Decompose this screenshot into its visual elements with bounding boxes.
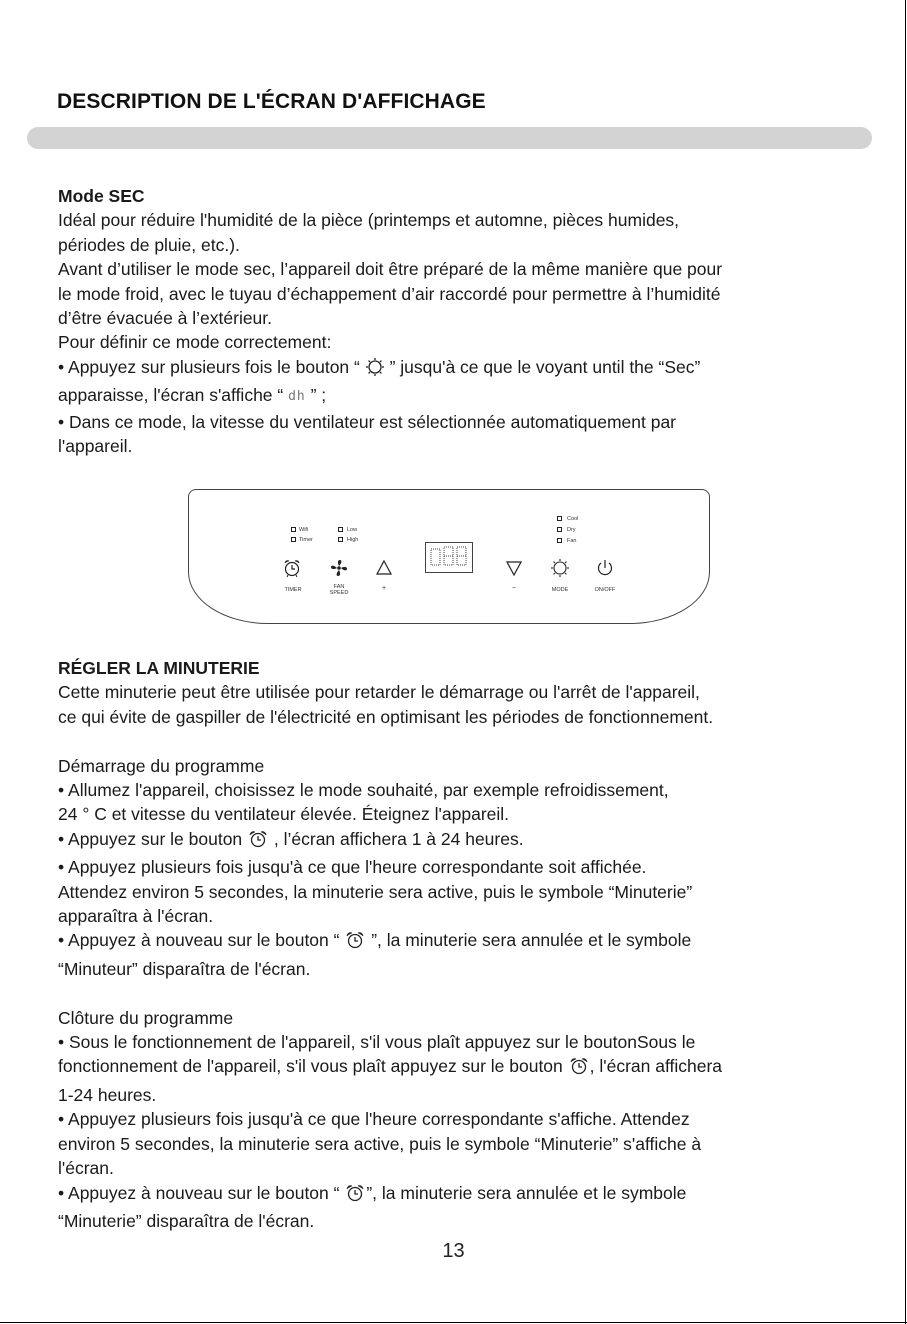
dry-mode-heading: Mode SEC: [58, 186, 145, 206]
spacer: [58, 981, 858, 1005]
spacer: [58, 729, 858, 753]
timer-heading: RÉGLER LA MINUTERIE: [58, 658, 260, 678]
text-span: • Appuyez sur le bouton: [58, 828, 248, 849]
paragraph-line: Avant d’utiliser le mode sec, l’appareil doit être préparé de la même manière que pour: [58, 259, 723, 280]
lcd-display-code: dh: [288, 389, 306, 405]
alarm-clock-icon: [247, 829, 269, 855]
paragraph-line: Idéal pour réduire l'humidité de la pièce (printemps et automne, pièces humides,: [58, 210, 680, 231]
text-span: ”, la minuterie sera annulée et le symbole: [366, 1182, 687, 1203]
paragraph-line: l'appareil.: [58, 436, 133, 457]
bullet-line: • Appuyez plusieurs fois jusqu'à ce que l'heure correspondante soit affichée.: [58, 857, 647, 878]
bullet-line: [58, 383, 858, 409]
text-span: • Appuyez à nouveau sur le bouton “: [58, 930, 345, 951]
down-triangle-icon[interactable]: [505, 559, 523, 582]
page-border-bottom: [0, 1322, 907, 1323]
on-off-label: ON/OFF: [594, 587, 616, 593]
page-border-right: [905, 0, 906, 1324]
indicator-low: [338, 527, 343, 532]
bullet-line: [58, 827, 858, 855]
timer-button-label: TIMER: [284, 587, 302, 593]
paragraph-line: Attendez environ 5 secondes, la minuterie sera active, puis le symbole “Minuterie”: [58, 881, 693, 902]
label-dry: Dry: [567, 527, 576, 533]
bullet-line: • Sous le fonctionnement de l'appareil, s'il vous plaît appuyez sur le boutonSous le: [58, 1032, 696, 1053]
paragraph-line: [58, 1054, 858, 1082]
alarm-clock-icon: [568, 1056, 590, 1082]
bullet-line: • Appuyez plusieurs fois jusqu'à ce que l'heure correspondante s'affiche. Attendez: [58, 1109, 690, 1130]
text-span: • Appuyez sur plusieurs fois le bouton “: [58, 356, 365, 377]
fan-speed-label: [324, 584, 354, 596]
label-wifi: Wifi: [299, 527, 309, 533]
indicator-dry: [557, 527, 562, 532]
fan-speed-icon[interactable]: [329, 558, 349, 583]
paragraph-line: 1-24 heures.: [58, 1084, 157, 1105]
paragraph-line: Cette minuterie peut être utilisée pour retarder le démarrage ou l'arrêt de l'appareil,: [58, 682, 700, 703]
up-triangle-icon[interactable]: [375, 559, 393, 582]
label-cool: Cool: [567, 516, 579, 522]
timer-alarm-clock-icon[interactable]: [282, 558, 302, 583]
mode-label: MODE: [551, 587, 569, 593]
paragraph-line: ce qui évite de gaspiller de l'électricité en optimisant les périodes de fonctionnement.: [58, 706, 714, 727]
bullet-line: • Dans ce mode, la vitesse du ventilateur est sélectionnée automatiquement par: [58, 411, 677, 432]
start-program-heading: Démarrage du programme: [58, 755, 265, 776]
minus-label: −: [511, 585, 517, 592]
paragraph-line: environ 5 secondes, la minuterie sera active, puis le symbole “Minuterie” s'affiche à: [58, 1133, 702, 1154]
timer-section: [58, 656, 858, 1233]
text-span: apparaisse, l'écran s'affiche “: [58, 385, 289, 406]
label-line: FAN: [333, 584, 345, 590]
bullet-line: [58, 355, 858, 383]
mode-sun-icon[interactable]: [550, 558, 570, 583]
indicator-cool: [557, 516, 562, 521]
title-divider-bar: [27, 127, 872, 149]
indicator-high: [338, 537, 343, 542]
paragraph-line: apparaîtra à l'écran.: [58, 906, 214, 927]
text-span: • Appuyez à nouveau sur le bouton “: [58, 1182, 345, 1203]
paragraph-line: le mode froid, avec le tuyau d’échappement d’air raccordé pour permettre à l’humidité: [58, 283, 721, 304]
bullet-line: [58, 928, 858, 956]
control-panel-illustration: [188, 489, 710, 624]
paragraph-line: 24 ° C et vitesse du ventilateur élevée. Éteignez l'appareil.: [58, 804, 510, 825]
paragraph-line: l'écran.: [58, 1158, 114, 1179]
label-fan: Fan: [567, 538, 577, 544]
label-line: SPEED: [329, 590, 349, 596]
indicator-wifi: [291, 527, 296, 532]
dry-mode-section: [58, 184, 858, 458]
power-icon[interactable]: [595, 558, 615, 583]
alarm-clock-icon: [344, 930, 366, 956]
text-span: ”, la minuterie sera annulée et le symbole: [366, 930, 692, 951]
label-timer: Timer: [299, 537, 313, 543]
paragraph-line: “Minuteur” disparaîtra de l'écran.: [58, 958, 311, 979]
text-span: fonctionnement de l'appareil, s'il vous plaît appuyez sur le bouton: [58, 1056, 568, 1077]
end-program-heading: Clôture du programme: [58, 1007, 234, 1028]
panel-display-window: [425, 542, 473, 573]
bullet-line: • Allumez l'appareil, choisissez le mode souhaité, par exemple refroidissement,: [58, 780, 669, 801]
page-title: DESCRIPTION DE L'ÉCRAN D'AFFICHAGE: [57, 90, 486, 113]
text-span: , l'écran affichera: [589, 1056, 723, 1077]
text-span: ” jusqu'à ce que le voyant until the “Sec”: [384, 356, 701, 377]
mode-sun-icon: [365, 357, 385, 383]
label-low: Low: [347, 527, 358, 533]
text-span: , l’écran affichera 1 à 24 heures.: [269, 828, 524, 849]
paragraph-line: “Minuterie” disparaîtra de l'écran.: [58, 1210, 315, 1231]
paragraph-line: Pour définir ce mode correctement:: [58, 332, 332, 353]
paragraph-line: d’être évacuée à l’extérieur.: [58, 308, 273, 329]
page-number: 13: [442, 1240, 465, 1262]
text-span: ” ;: [305, 385, 327, 406]
bullet-line: [58, 1181, 858, 1209]
indicator-timer: [291, 537, 296, 542]
indicator-fan: [557, 538, 562, 543]
paragraph-line: périodes de pluie, etc.).: [58, 234, 240, 255]
alarm-clock-icon: [344, 1183, 366, 1209]
label-high: High: [347, 537, 359, 543]
plus-label: +: [381, 585, 387, 592]
